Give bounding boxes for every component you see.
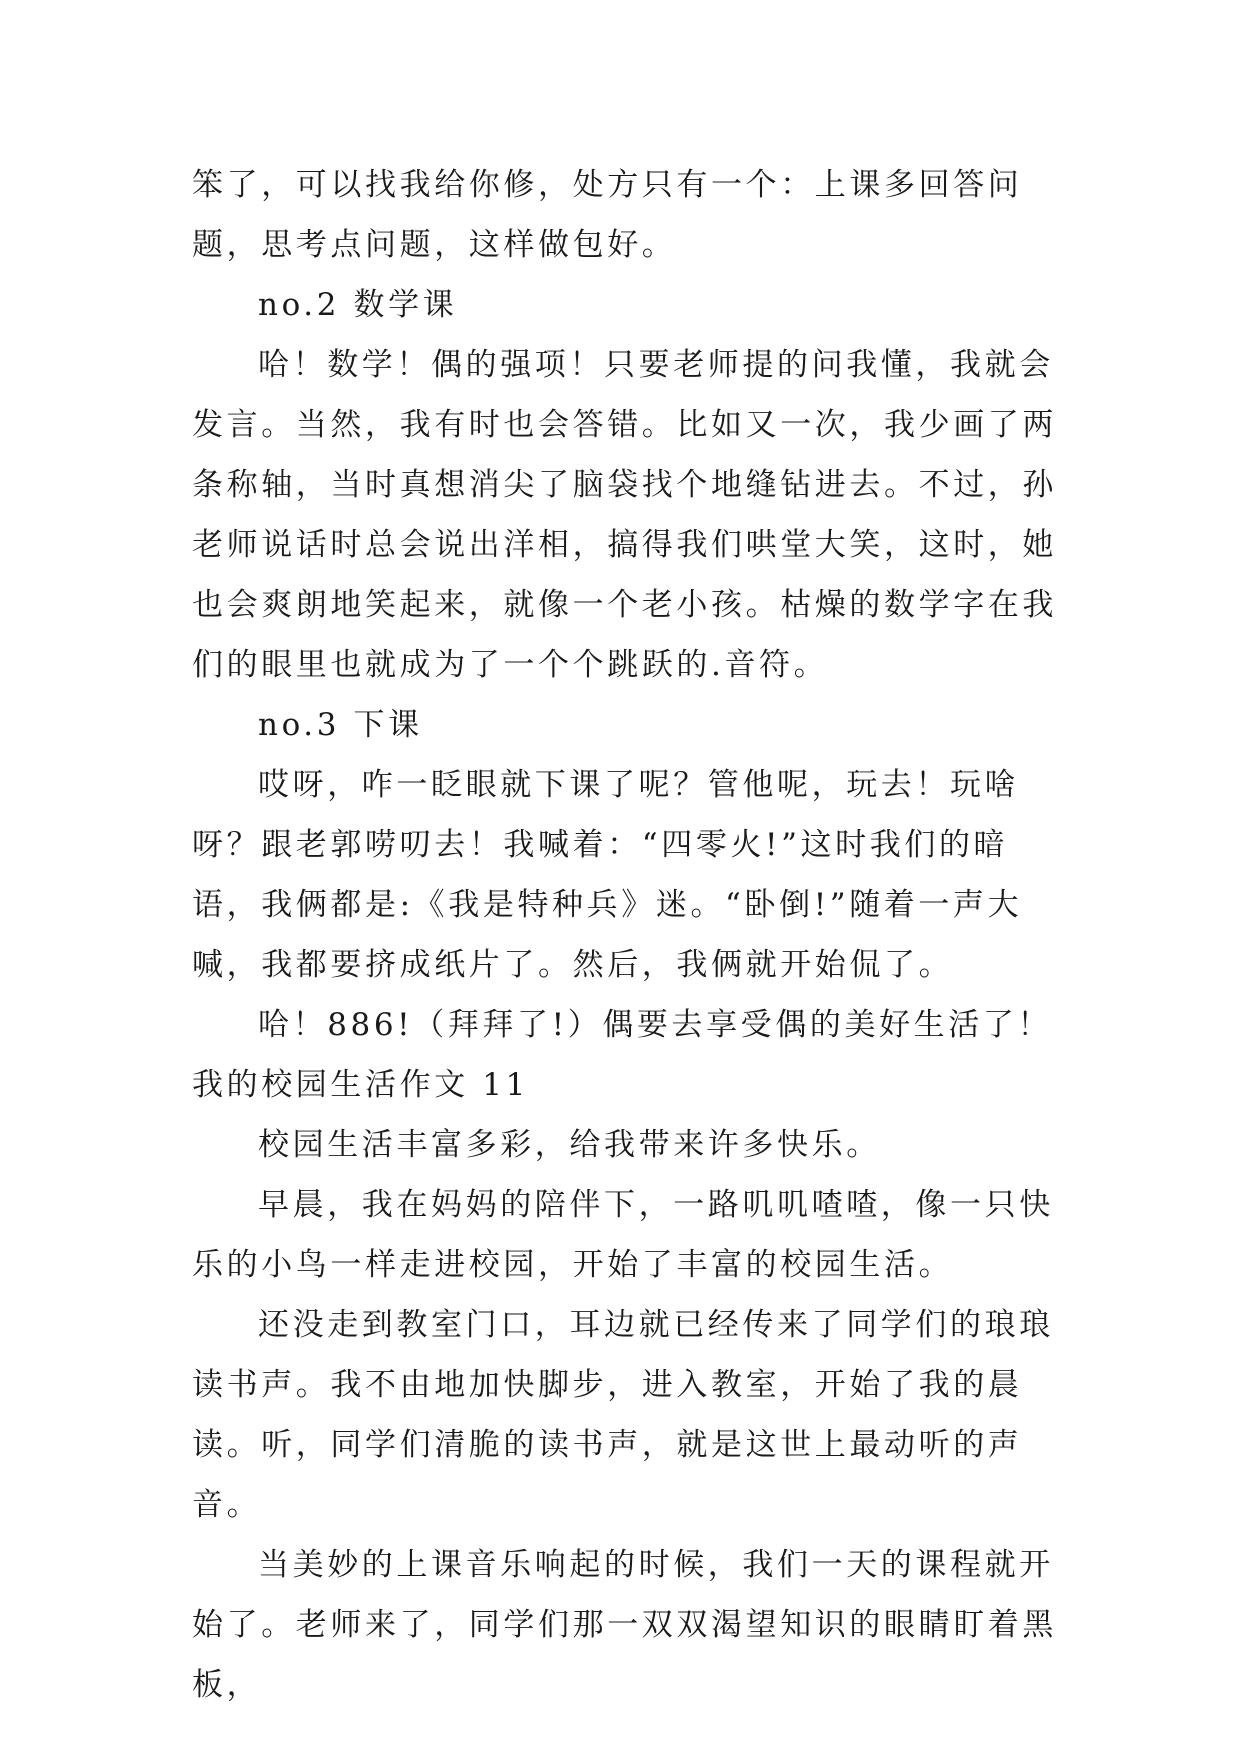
section-heading-math: no.2 数学课 [258, 287, 458, 323]
paragraph-goodbye: 哈！886!（拜拜了!）偶要去享受偶的美好生活了！ [258, 1007, 1053, 1043]
document-body [192, 155, 1060, 1715]
paragraph-math: 哈！数学！偶的强项！只要老师提的问我懂，我就会发言。当然，我有时也会答错。比如又一次，我少画了两条称轴，当时真想消尖了脑袋找个地缝钻进去。不过，孙老师说话时总会说出洋相，搞得我们哄堂大笑，这时，她也会爽朗地笑起来，就像一个老小孩。枯燥的数学字在我们的眼里也就成为了一个个跳跃的.音符。 [192, 347, 1057, 683]
paragraph-intro: 校园生活丰富多彩，给我带来许多快乐。 [258, 1127, 881, 1163]
section-heading-break: no.3 下课 [258, 707, 423, 743]
paragraph-morning: 早晨，我在妈妈的陪伴下，一路叽叽喳喳，像一只快乐的小鸟一样走进校园，开始了丰富的校园生活。 [192, 1187, 1054, 1283]
paragraph-class: 当美妙的上课音乐响起的时候，我们一天的课程就开始了。老师来了，同学们那一双双渴望知识的眼睛盯着黑板， [192, 1547, 1057, 1703]
paragraph-continuation: 笨了，可以找我给你修，处方只有一个：上课多回答问题，思考点问题，这样做包好。 [192, 167, 1023, 263]
paragraph-break: 哎呀，咋一眨眼就下课了呢？管他呢，玩去！玩啥呀？跟老郭唠叨去！我喊着：“四零火!”这时我们的暗语，我俩都是:《我是特种兵》迷。“卧倒!”随着一声大喊，我都要挤成纸片了。然后，我俩就开始侃了。 [192, 767, 1023, 983]
paragraph-reading: 还没走到教室门口，耳边就已经传来了同学们的琅琅读书声。我不由地加快脚步，进入教室，开始了我的晨读。听，同学们清脆的读书声，就是这世上最动听的声音。 [192, 1307, 1054, 1523]
essay-title: 我的校园生活作文 11 [192, 1067, 529, 1103]
